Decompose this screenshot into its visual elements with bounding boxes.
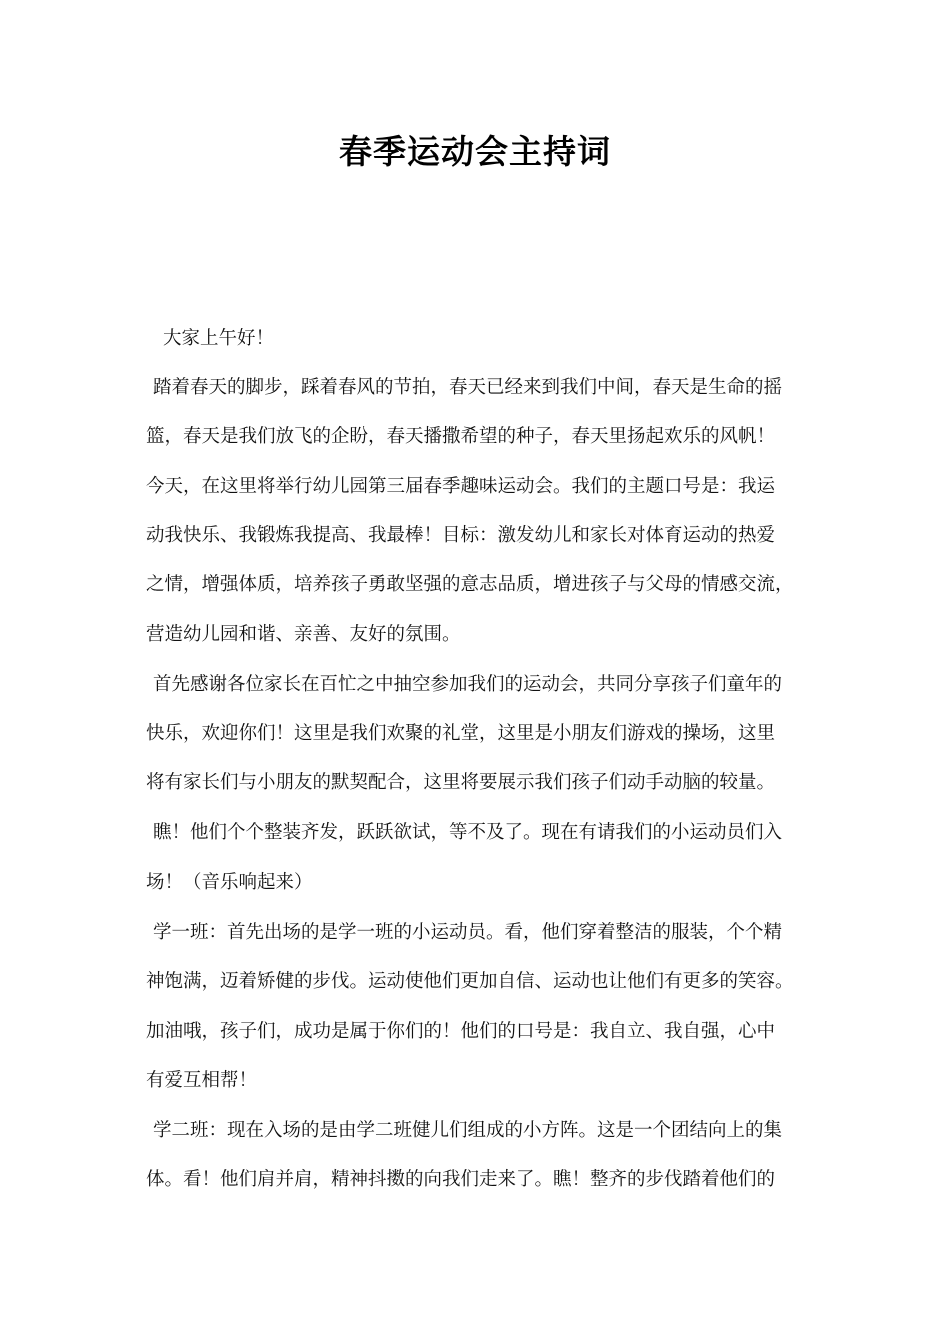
paragraph-line: 动我快乐、我锻炼我提高、我最棒！目标：激发幼儿和家长对体育运动的热爱 — [146, 525, 776, 546]
paragraph-line: 学二班：现在入场的是由学二班健儿们组成的小方阵。这是一个团结向上的集 — [153, 1120, 783, 1141]
paragraph-line: 之情，增强体质，培养孩子勇敢坚强的意志品质，增进孩子与父母的情感交流， — [146, 574, 794, 595]
paragraph-line: 快乐，欢迎你们！这里是我们欢聚的礼堂，这里是小朋友们游戏的操场，这里 — [146, 723, 776, 744]
paragraph-line: 今天，在这里将举行幼儿园第三届春季趣味运动会。我们的主题口号是：我运 — [146, 476, 776, 497]
paragraph-line: 神饱满，迈着矫健的步伐。运动使他们更加自信、运动也让他们有更多的笑容。 — [146, 971, 794, 992]
paragraph-line: 体。看！他们肩并肩，精神抖擞的向我们走来了。瞧！整齐的步伐踏着他们的 — [146, 1169, 776, 1190]
paragraph-line: 大家上午好！ — [163, 328, 275, 349]
paragraph-line: 踏着春天的脚步，踩着春风的节拍，春天已经来到我们中间，春天是生命的摇 — [153, 377, 783, 398]
paragraph-line: 有爱互相帮！ — [146, 1070, 258, 1091]
paragraph-line: 学一班：首先出场的是学一班的小运动员。看，他们穿着整洁的服装，个个精 — [153, 922, 783, 943]
paragraph-line: 篮，春天是我们放飞的企盼，春天播撒希望的种子，春天里扬起欢乐的风帆！ — [146, 426, 776, 447]
paragraph-line: 首先感谢各位家长在百忙之中抽空参加我们的运动会，共同分享孩子们童年的 — [153, 674, 783, 695]
paragraph-line: 加油哦，孩子们，成功是属于你们的！他们的口号是：我自立、我自强，心中 — [146, 1021, 776, 1042]
paragraph-line: 瞧！他们个个整装齐发，跃跃欲试，等不及了。现在有请我们的小运动员们入 — [153, 822, 783, 843]
paragraph-line: 将有家长们与小朋友的默契配合，这里将要展示我们孩子们动手动脑的较量。 — [146, 772, 776, 793]
document-title: 春季运动会主持词 — [339, 132, 611, 171]
paragraph-line: 场！（音乐响起来） — [146, 872, 313, 893]
paragraph-line: 营造幼儿园和谐、亲善、友好的氛围。 — [146, 624, 461, 645]
